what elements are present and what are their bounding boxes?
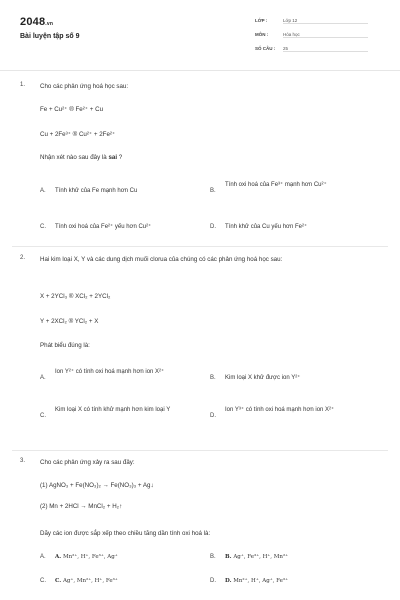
question-ask: Nhận xét nào sau đây là sai ? — [40, 154, 123, 161]
equation-2: (2) Mn + 2HCl → MnCl₂ + H₂↑ — [40, 503, 123, 510]
question-number: 2. — [20, 255, 26, 261]
subject-value: Hóa học — [283, 32, 368, 38]
question-number: 3. — [20, 458, 26, 464]
question-count-row — [255, 46, 368, 52]
equation-1: X + 2YCl₃ ® XCl₂ + 2YCl₂ — [40, 293, 111, 300]
subject-label: MÔN : — [255, 32, 269, 37]
question-count-value: 25 — [283, 46, 368, 52]
question-3: 3. Cho các phản ứng xảy ra sau đây: (1) AgNO₃ + Fe(NO₃)₂ → Fe(NO₃)₃ + Ag↓ (2) Mn + 2HCl → MnCl₂ + H₂↑ Dãy các ion được sắp xếp theo chiều tăng dần tính oxi hoá là: A. A. Mn²⁺, H⁺, Fe³⁺, Ag⁺ B. B. Ag⁺, Fe³⁺, H⁺, Mn²⁺ C. C. Ag⁺, Mn²⁺, H⁺, Fe³⁺ D. D. Mn²⁺, H⁺, Ag⁺, Fe³⁺ — [20, 458, 382, 598]
class-row — [255, 18, 368, 24]
page-header — [0, 0, 400, 71]
question-count-label: SỐ CÂU : — [255, 46, 276, 51]
exercise-title: Bài luyện tập số 9 — [20, 33, 80, 40]
question-number: 1. — [20, 82, 26, 88]
equation-1: (1) AgNO₃ + Fe(NO₃)₂ → Fe(NO₃)₃ + Ag↓ — [40, 482, 154, 489]
equation-2: Y + 2XCl₂ ® YCl₂ + X — [40, 318, 99, 325]
question-prompt: Cho các phản ứng hoá học sau: — [40, 83, 129, 90]
equation-2: Cu + 2Fe³⁺ ® Cu²⁺ + 2Fe²⁺ — [40, 131, 116, 138]
divider — [12, 450, 388, 451]
question-prompt: Hai kim loại X, Y và các dung dịch muối clorua của chúng có các phản ứng hoá học sau: — [40, 256, 283, 263]
equation-1: Fe + Cu²⁺ ® Fe²⁺ + Cu — [40, 106, 104, 113]
question-ask: Dãy các ion được sắp xếp theo chiều tăng dần tính oxi hoá là: — [40, 530, 211, 537]
subject-row — [255, 32, 368, 38]
question-2: 2. Hai kim loại X, Y và các dung dịch muối clorua của chúng có các phản ứng hoá học sau: X + 2YCl₃ ® XCl₂ + 2YCl₂ Y + 2XCl₂ ® YCl₂ + X Phát biểu đúng là: A. Ion Y²⁺ có tính oxi hoá mạnh hơn ion X²⁺ B. Kim loại X khử được ion Y²⁺ C. Kim loại X có tính khử mạnh hơn kim loại Y D. Ion Y³⁺ có tính oxi hoá mạnh hơn ion X²⁺ — [20, 255, 382, 445]
divider — [12, 246, 388, 247]
question-prompt: Cho các phản ứng xảy ra sau đây: — [40, 459, 135, 466]
class-label: LỚP : — [255, 18, 268, 23]
question-ask: Phát biểu đúng là: — [40, 342, 90, 349]
site-logo[interactable]: 2048.vn — [20, 16, 54, 28]
question-1: 1. Cho các phản ứng hoá học sau: Fe + Cu²⁺ ® Fe²⁺ + Cu Cu + 2Fe³⁺ ® Cu²⁺ + 2Fe²⁺ Nhận xét nào sau đây là sai ? A. Tính khử của Fe mạnh hơn Cu B. Tính oxi hoá của Fe³⁺ mạnh hơn Cu²⁺ C. Tính oxi hoá của Fe²⁺ yếu hơn Cu²⁺ D. Tính khử của Cu yếu hơn Fe²⁺ — [20, 82, 382, 242]
class-value: Lớp 12 — [283, 18, 368, 24]
